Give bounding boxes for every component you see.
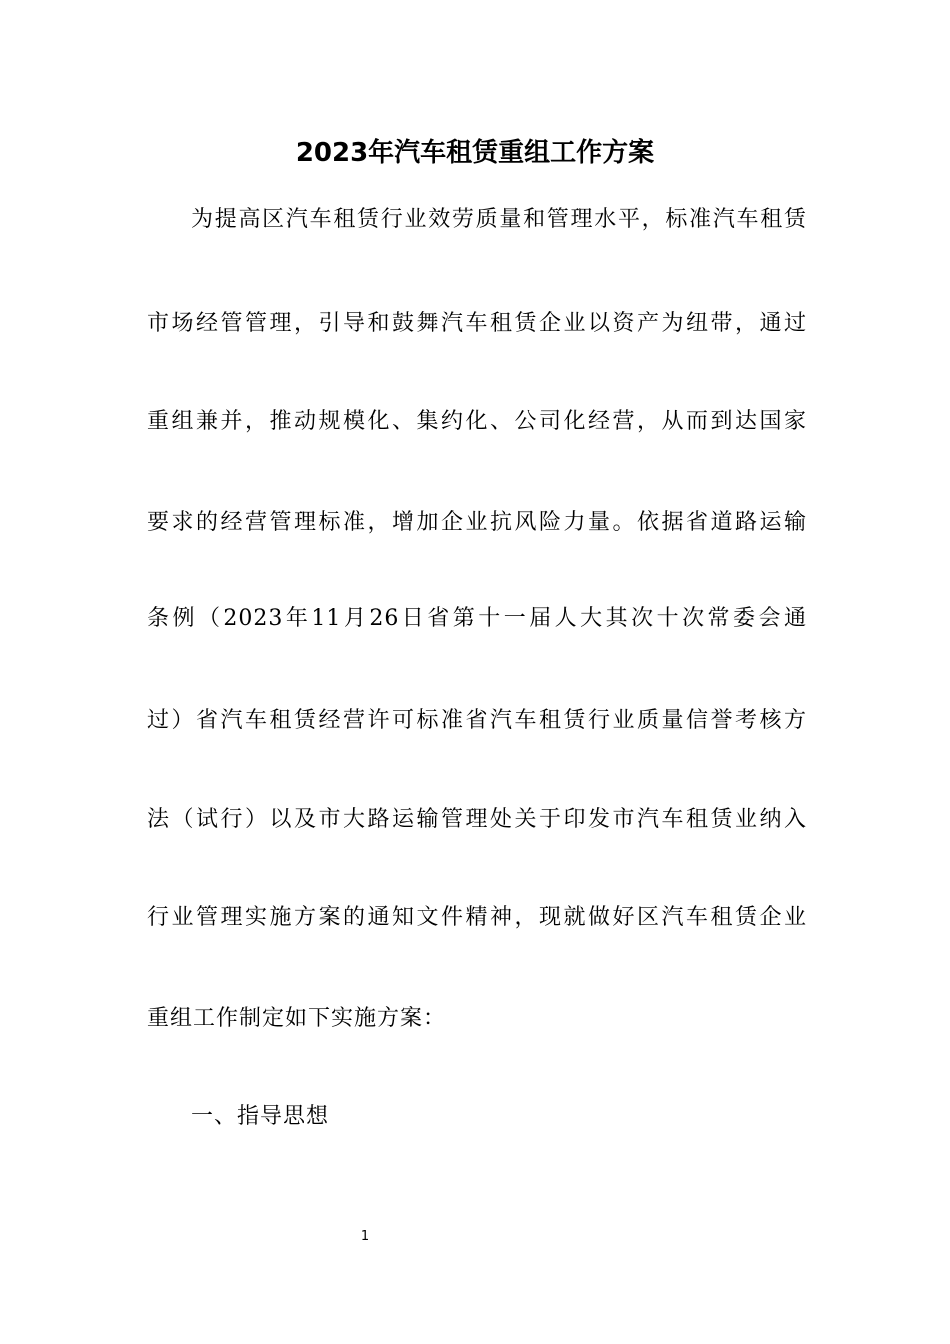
page-number: 1 (360, 1229, 370, 1244)
paragraph-line: 市场经管管理，引导和鼓舞汽车租赁企业以资产为纽带，通过 (147, 311, 807, 336)
paragraph-line: 行业管理实施方案的通知文件精神，现就做好区汽车租赁企业 (147, 905, 807, 930)
paragraph-line: 过）省汽车租赁经营许可标准省汽车租赁行业质量信誉考核方 (147, 708, 807, 733)
paragraph-line: 重组工作制定如下实施方案： (147, 1006, 447, 1031)
paragraph-line: 条例（2023年11月26日省第十一届人大其次十次常委会通 (147, 606, 807, 631)
document-title: 2023年汽车租赁重组工作方案 (295, 138, 655, 168)
paragraph-line: 要求的经营管理标准，增加企业抗风险力量。依据省道路运输 (147, 510, 807, 535)
section-heading: 一、指导思想 (191, 1104, 330, 1129)
paragraph-line: 法（试行）以及市大路运输管理处关于印发市汽车租赁业纳入 (147, 807, 807, 832)
paragraph-line: 重组兼并，推动规模化、集约化、公司化经营，从而到达国家 (147, 409, 807, 434)
paragraph-line: 为提高区汽车租赁行业效劳质量和管理水平，标准汽车租赁 (191, 207, 807, 232)
